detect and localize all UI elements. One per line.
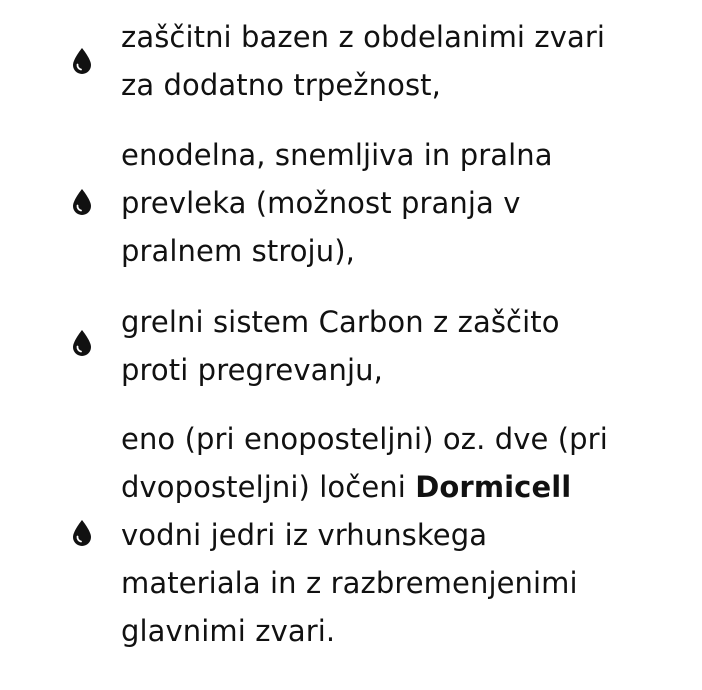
text-line: zaščitni bazen z obdelanimi zvari bbox=[121, 20, 606, 54]
text-line: eno (pri enoposteljni) oz. dve (pri bbox=[121, 422, 608, 456]
water-drop-icon bbox=[70, 47, 94, 75]
list-item-text bbox=[121, 131, 681, 275]
text-line: enodelna, snemljiva in pralna bbox=[121, 138, 553, 172]
text-line: prevleka (možnost pranja v bbox=[121, 186, 521, 220]
text-line: pralnem stroju), bbox=[121, 234, 355, 268]
text-line: proti pregrevanju, bbox=[121, 353, 383, 387]
text-line: glavnimi zvari. bbox=[121, 614, 336, 648]
water-drop-icon bbox=[70, 519, 94, 547]
text-line: za dodatno trpežnost, bbox=[121, 68, 441, 102]
text-line: vodni jedri iz vrhunskega bbox=[121, 518, 488, 552]
list-item-text bbox=[121, 415, 681, 655]
water-drop-icon bbox=[70, 188, 94, 216]
text-line: grelni sistem Carbon z zaščito bbox=[121, 305, 560, 339]
list-item-text bbox=[121, 13, 681, 109]
text-line bbox=[121, 463, 681, 511]
water-drop-icon bbox=[70, 329, 94, 357]
list-item-text bbox=[121, 298, 681, 394]
text-segment: dvoposteljni) ločeni bbox=[121, 470, 416, 504]
brand-name: Dormicell bbox=[415, 470, 572, 504]
text-line: materiala in z razbremenjenimi bbox=[121, 566, 578, 600]
